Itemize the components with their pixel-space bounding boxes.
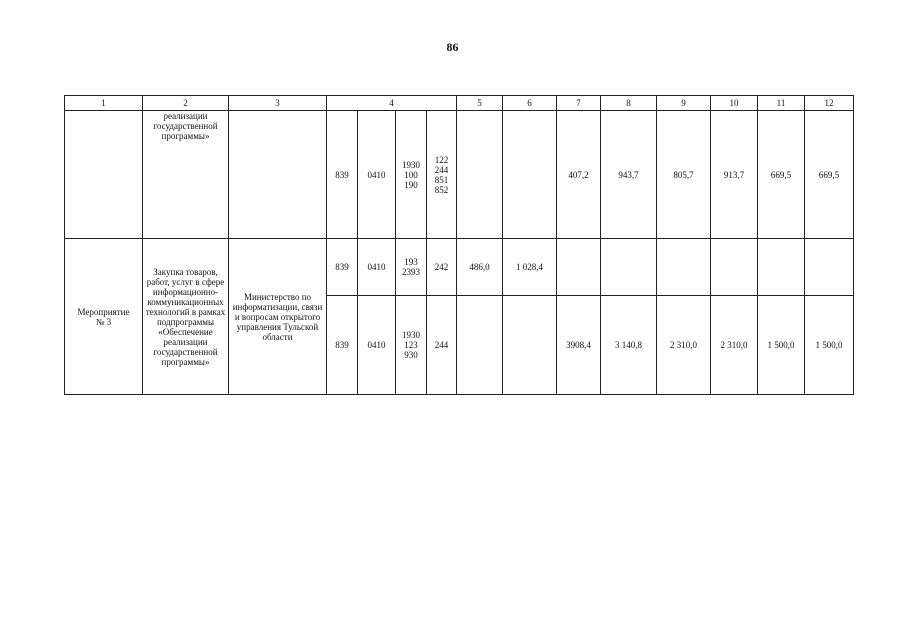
event-label-cell — [65, 239, 143, 395]
code-line: 1930 — [402, 330, 420, 340]
event-label-line: Мероприятие — [77, 306, 130, 317]
table-cell — [427, 111, 457, 239]
event-description-cell: Закупка товаров, работ, услуг в сфере информационно-коммуникационных технологий в рамках подпрограммы «Обеспечение реализации государственной программы» — [143, 239, 229, 395]
header-cell: 7 — [557, 96, 601, 111]
budget-table — [64, 95, 854, 395]
table-cell: 244 — [427, 296, 457, 395]
table-cell: 669,5 — [758, 111, 805, 239]
table-cell: 0410 — [358, 296, 396, 395]
event-label-line: № 3 — [95, 316, 112, 327]
table-cell: 486,0 — [457, 239, 503, 296]
table-cell — [805, 239, 854, 296]
header-cell: 3 — [229, 96, 327, 111]
table-cell: 3908,4 — [557, 296, 601, 395]
header-cell: 1 — [65, 96, 143, 111]
table-row — [65, 111, 854, 239]
table-cell: 805,7 — [657, 111, 711, 239]
code-line: 851 — [434, 174, 449, 185]
table-cell — [229, 111, 327, 239]
table-cell: 407,2 — [557, 111, 601, 239]
table-cell: 839 — [327, 111, 358, 239]
table-cell: 913,7 — [711, 111, 758, 239]
code-line: 193 — [404, 257, 418, 267]
table-cell — [711, 239, 758, 296]
code-line: 123 — [404, 340, 418, 350]
table-row — [65, 239, 854, 296]
code-line: 930 — [404, 350, 418, 360]
code-line: 190 — [404, 179, 418, 190]
code-line: 2393 — [402, 267, 420, 277]
header-cell: 11 — [758, 96, 805, 111]
table-cell: 3 140,8 — [601, 296, 657, 395]
table-cell: 1 500,0 — [805, 296, 854, 395]
table-cell: 2 310,0 — [657, 296, 711, 395]
page-number: 86 — [446, 40, 459, 54]
code-line: 122 — [434, 154, 449, 165]
table-cell: 242 — [427, 239, 457, 296]
table-cell — [396, 111, 427, 239]
header-cell: 5 — [457, 96, 503, 111]
table-cell: 2 310,0 — [711, 296, 758, 395]
table-cell: 0410 — [358, 111, 396, 239]
header-cell: 2 — [143, 96, 229, 111]
table-cell — [503, 111, 557, 239]
table-cell: 839 — [327, 239, 358, 296]
header-cell: 12 — [805, 96, 854, 111]
header-cell: 4 — [327, 96, 457, 111]
header-cell: 8 — [601, 96, 657, 111]
table-cell: 1 500,0 — [758, 296, 805, 395]
code-line: 100 — [404, 169, 418, 180]
code-line: 852 — [434, 184, 449, 195]
header-cell: 9 — [657, 96, 711, 111]
code-line: 244 — [434, 164, 449, 175]
table-cell: 1 028,4 — [503, 239, 557, 296]
table-cell — [657, 239, 711, 296]
table-cell: 943,7 — [601, 111, 657, 239]
table-cell — [396, 239, 427, 296]
header-cell: 6 — [503, 96, 557, 111]
table-cell — [396, 296, 427, 395]
table-cell — [758, 239, 805, 296]
table-cell — [65, 111, 143, 239]
table-cell — [557, 239, 601, 296]
table-cell — [457, 296, 503, 395]
table-cell — [601, 239, 657, 296]
header-row — [65, 96, 854, 111]
table-cell: 839 — [327, 296, 358, 395]
header-cell: 10 — [711, 96, 758, 111]
code-line: 1930 — [402, 159, 420, 170]
table-cell — [457, 111, 503, 239]
description-cell: реализации государственной программы» — [143, 111, 229, 239]
table-cell: 669,5 — [805, 111, 854, 239]
table-cell: 0410 — [358, 239, 396, 296]
table-cell — [503, 296, 557, 395]
executor-cell: Министерство по информатизации, связи и вопросам открытого управления Тульской области — [229, 239, 327, 395]
